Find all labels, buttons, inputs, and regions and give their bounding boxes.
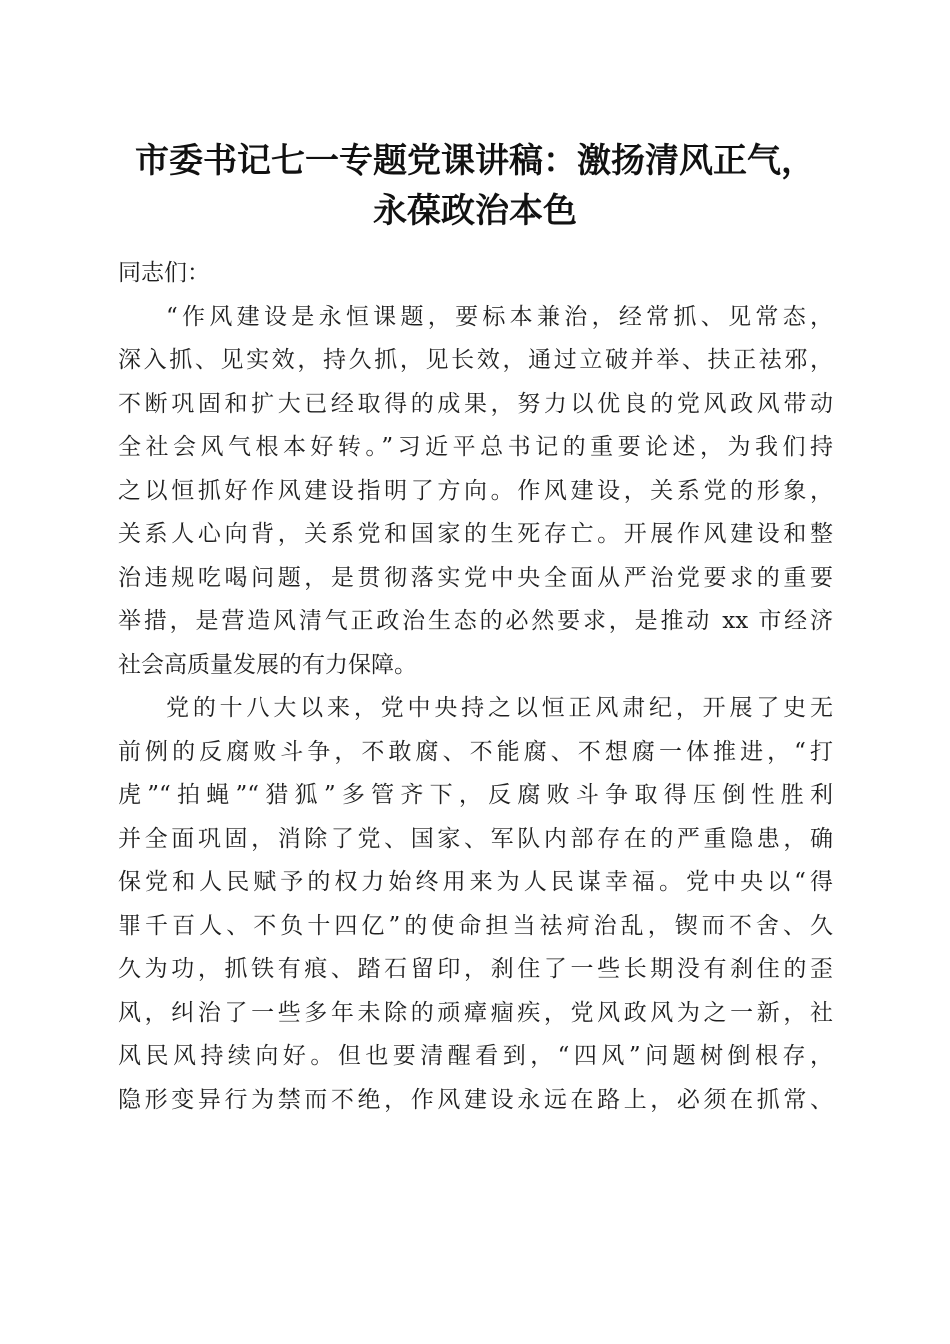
paragraph-1-line: 举措，是营造风清气正政治生态的必然要求，是推动 xx 市经济 [118,608,833,634]
paragraph-2-line: 久为功，抓铁有痕、踏石留印，刹住了一些长期没有刹住的歪 [118,956,833,982]
paragraph-2-line: 隐形变异行为禁而不绝，作风建设永远在路上，必须在抓常、 [118,1086,833,1113]
paragraph-1-line: 不断巩固和扩大已经取得的成果，努力以优良的党风政风带动 [118,390,833,417]
document-body [118,252,833,1122]
paragraph-2-line: 并全面巩固，消除了党、国家、军队内部存在的严重隐患，确 [118,825,833,852]
paragraph-1-line: 之以恒抓好作风建设指明了方向。作风建设，关系党的形象， [118,477,833,504]
paragraph-1-line: 全社会风气根本好转。”习近平总书记的重要论述，为我们持 [118,434,833,460]
salutation: 同志们： [118,260,210,286]
paragraph-2 [118,687,833,1122]
paragraph-2-line: 保党和人民赋予的权力始终用来为人民谋幸福。党中央以“得 [118,869,833,895]
paragraph-2-line: 风，纠治了一些多年未除的顽瘴痼疾，党风政风为之一新，社 [118,999,833,1026]
paragraph-1-line: 深入抓、见实效，持久抓，见长效，通过立破并举、扶正祛邪， [118,347,833,373]
paragraph-1 [118,296,833,688]
title-line-2: 永葆政治本色 [373,191,577,231]
paragraph-1-line: 治违规吃喝问题，是贯彻落实党中央全面从严治党要求的重要 [118,564,833,591]
paragraph-1-line: 社会高质量发展的有力保障。 [118,651,417,678]
document-title [100,136,850,236]
paragraph-2-line: 前例的反腐败斗争，不敢腐、不能腐、不想腐一体推进，“打 [118,738,833,765]
paragraph-2-line: 党的十八大以来，党中央持之以恒正风肃纪，开展了史无 [166,695,833,721]
paragraph-1-line: 关系人心向背，关系党和国家的生死存亡。开展作风建设和整 [118,521,833,547]
paragraph-2-line: 风民风持续向好。但也要清醒看到，“四风”问题树倒根存， [118,1043,833,1069]
title-line-1: 市委书记七一专题党课讲稿：激扬清风正气， [135,141,815,181]
paragraph-2-line: 虎”“拍蝇”“猎狐”多管齐下，反腐败斗争取得压倒性胜利 [118,782,833,808]
paragraph-1-line: “作风建设是永恒课题，要标本兼治，经常抓、见常态， [166,303,833,330]
paragraph-2-line: 罪千百人、不负十四亿”的使命担当祛疴治乱，锲而不舍、久 [118,912,833,939]
